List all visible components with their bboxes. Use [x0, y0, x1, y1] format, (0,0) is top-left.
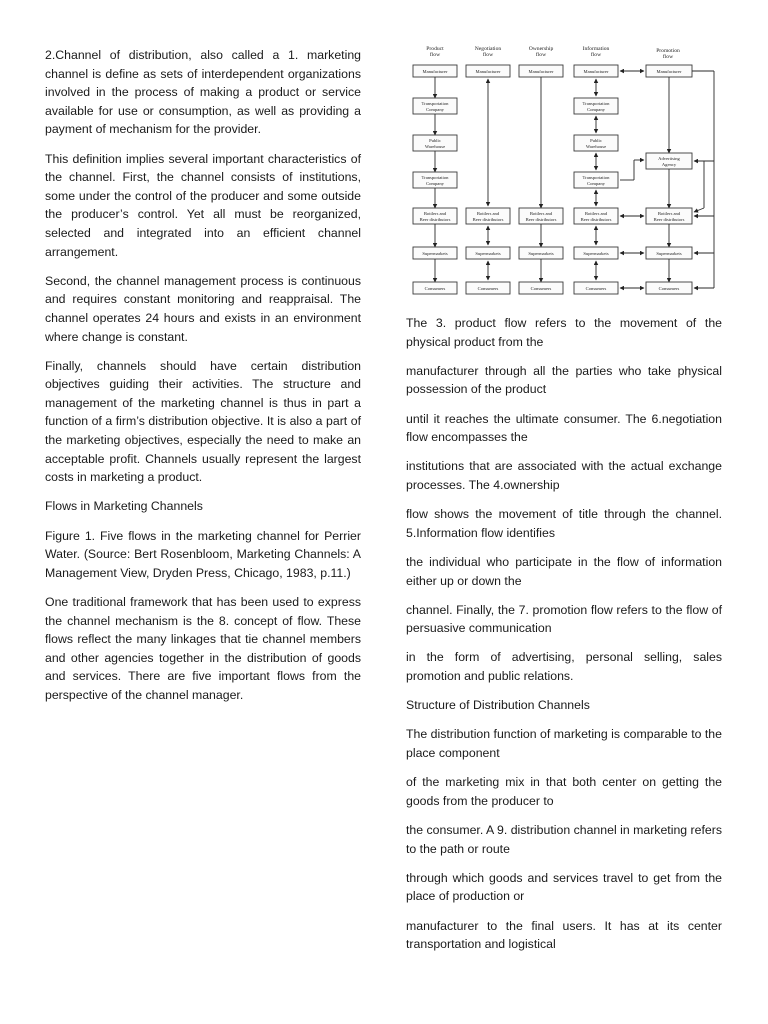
svg-text:Product: Product	[426, 46, 444, 52]
product-transport-box-2	[413, 172, 457, 188]
svg-text:Beer distributors: Beer distributors	[472, 217, 504, 222]
svg-text:flow: flow	[482, 52, 494, 58]
svg-text:Manufacturer: Manufacturer	[528, 69, 554, 74]
svg-text:Promotion: Promotion	[656, 48, 680, 54]
svg-text:Public: Public	[429, 138, 441, 143]
paragraph-objectives: Finally, channels should have certain distribution objectives guiding their activities. The structure and management of the marketing channel is thus in part a function of a firm’s distribution objective. It is also a part of the marketing objectives, especially the need to make an acceptable profit. Channels usually represent the largest costs in marketing a product.	[45, 358, 361, 485]
svg-text:Advertising: Advertising	[658, 156, 680, 161]
svg-text:Negotiation: Negotiation	[474, 46, 502, 52]
header-product-flow	[426, 46, 444, 58]
product-warehouse-box	[413, 135, 457, 151]
svg-text:Beer distributors: Beer distributors	[580, 217, 612, 222]
svg-text:Consumers: Consumers	[530, 286, 552, 291]
product-consumers-box	[413, 282, 457, 294]
negotiation-supermarkets-box	[466, 247, 510, 259]
header-negotiation-flow	[475, 46, 502, 58]
heading-structure: Structure of Distribution Channels	[406, 698, 590, 713]
svg-text:Transportation: Transportation	[421, 101, 449, 106]
svg-text:Supermarkets: Supermarkets	[528, 251, 554, 256]
product-bottlers-box	[413, 208, 457, 224]
svg-text:Bottlers and: Bottlers and	[657, 211, 681, 216]
svg-text:Transportation: Transportation	[582, 101, 610, 106]
svg-text:Beer distributors: Beer distributors	[419, 217, 451, 222]
svg-text:Consumers: Consumers	[424, 286, 446, 291]
svg-text:Supermarkets: Supermarkets	[583, 251, 609, 256]
svg-text:Agency: Agency	[661, 162, 677, 167]
svg-text:Consumers: Consumers	[658, 286, 680, 291]
information-transport-box	[574, 98, 618, 114]
paragraph-manufacturer: manufacturer through all the parties who take physical possession of the product	[406, 363, 722, 397]
paragraph-information-flow: flow shows the movement of title through the channel. 5.Information flow identifies	[406, 507, 722, 540]
svg-text:Supermarkets: Supermarkets	[475, 251, 501, 256]
product-supermarkets-box	[413, 247, 457, 259]
information-bottlers-box	[574, 208, 618, 224]
svg-text:Public: Public	[590, 138, 602, 143]
svg-text:flow: flow	[535, 52, 547, 58]
svg-text:Ownership: Ownership	[528, 46, 554, 52]
paragraph-route: through which goods and services travel to get from the place of production or	[406, 870, 722, 904]
svg-text:Supermarkets: Supermarkets	[422, 251, 448, 256]
information-consumers-box	[574, 282, 618, 294]
paragraph-negotiation-flow: until it reaches the ultimate consumer. The 6.negotiation flow encompasses the	[406, 411, 722, 445]
information-supermarkets-box	[574, 247, 618, 259]
svg-text:Beer distributors: Beer distributors	[653, 217, 685, 222]
paragraph-management-process: Second, the channel management process is continuous and requires constant monitoring and reappraisal. The channel operates 24 hours and exists in an environment where change is constant.	[45, 273, 361, 344]
negotiation-manufacturer-box	[466, 65, 510, 77]
svg-text:Warehouse: Warehouse	[585, 144, 607, 149]
svg-text:Company: Company	[587, 181, 605, 186]
svg-text:Bottlers and: Bottlers and	[584, 211, 608, 216]
paragraph-logistics: manufacturer to the final users. It has at its center transportation and logistical	[406, 918, 722, 952]
paragraph-ownership-flow: institutions that are associated with the actual exchange processes. The 4.ownership	[406, 459, 722, 492]
svg-text:Consumers: Consumers	[585, 286, 607, 291]
figure-caption: Figure 1. Five flows in the marketing channel for Perrier Water. (Source: Bert Rosenbloom, Marketing Channels: A Management View, Dryden Press, Chicago, 1983, p.11.)	[45, 528, 361, 580]
svg-text:Manufacturer: Manufacturer	[656, 69, 682, 74]
information-manufacturer-box	[574, 65, 618, 77]
promotion-bottlers-box	[646, 208, 692, 224]
negotiation-consumers-box	[466, 282, 510, 294]
ownership-consumers-box	[519, 282, 563, 294]
paragraph-promotion-detail: in the form of advertising, personal selling, sales promotion and public relations.	[406, 650, 722, 684]
svg-text:Company: Company	[587, 107, 605, 112]
svg-text:flow: flow	[662, 54, 674, 60]
right-column	[406, 314, 722, 964]
svg-text:Company: Company	[426, 107, 444, 112]
information-transport-box-2	[574, 172, 618, 188]
svg-text:Manufacturer: Manufacturer	[583, 69, 609, 74]
promotion-supermarkets-box	[646, 247, 692, 259]
heading-flows: Flows in Marketing Channels	[45, 499, 203, 514]
svg-text:Transportation: Transportation	[582, 175, 610, 180]
header-information-flow	[583, 45, 610, 58]
svg-text:Manufacturer: Manufacturer	[475, 69, 501, 74]
paragraph-promotion-flow: channel. Finally, the 7. promotion flow refers to the flow of persuasive communication	[406, 602, 722, 636]
information-warehouse-box	[574, 135, 618, 151]
svg-text:Manufacturer: Manufacturer	[422, 69, 448, 74]
svg-text:Beer distributors: Beer distributors	[525, 217, 557, 222]
paragraph-information-detail: the individual who participate in the flow of information either up or down the	[406, 554, 722, 588]
svg-text:flow: flow	[429, 52, 441, 58]
paragraph-distribution-function: The distribution function of marketing is comparable to the place component	[406, 727, 722, 761]
svg-text:flow: flow	[590, 52, 602, 58]
promotion-consumers-box	[646, 282, 692, 294]
ownership-manufacturer-box	[519, 65, 563, 77]
svg-text:Company: Company	[426, 181, 444, 186]
header-promotion-flow	[656, 48, 680, 60]
product-manufacturer-box	[413, 65, 457, 77]
svg-text:Consumers: Consumers	[477, 286, 499, 291]
product-transport-box	[413, 98, 457, 114]
paragraph-product-flow: The 3. product flow refers to the movement of the physical product from the	[406, 316, 722, 349]
paragraph-marketing-mix: of the marketing mix in that both center on getting the goods from the producer to	[406, 775, 722, 808]
svg-text:Information: Information	[582, 46, 610, 52]
svg-text:Transportation: Transportation	[421, 175, 449, 180]
paragraph-channel-definition: 2.Channel of distribution, also called a 1. marketing channel is define as sets of interdependent organizations involved in the process of making a product or service available for use or consumption, as well as providing a payment of mechanism for the provider.	[45, 48, 361, 137]
svg-text:Supermarkets: Supermarkets	[656, 251, 682, 256]
paragraph-characteristics: This definition implies several important characteristics of the channel. First, the channel consists of institutions, some under the control of the producer and some outside the producer’s control. Yet all must be reorganized, selected and integrated into an efficient channel arrangement.	[45, 151, 361, 259]
left-column	[45, 46, 361, 715]
header-ownership-flow	[529, 46, 554, 58]
svg-text:Bottlers and: Bottlers and	[476, 211, 500, 216]
svg-text:Warehouse: Warehouse	[424, 144, 446, 149]
flow-diagram	[404, 42, 724, 304]
ownership-bottlers-box	[519, 208, 563, 224]
paragraph-flow-concept: One traditional framework that has been used to express the channel mechanism is the 8. concept of flow. These flows reflect the many linkages that tie channel members and other agencies together in the distribution of goods and services. There are five important flows from the perspective of the channel manager.	[45, 595, 361, 702]
negotiation-bottlers-box	[466, 208, 510, 224]
promotion-manufacturer-box	[646, 65, 692, 77]
ownership-supermarkets-box	[519, 247, 563, 259]
svg-text:Bottlers and: Bottlers and	[423, 211, 447, 216]
promotion-advertising-box	[646, 153, 692, 169]
svg-text:Bottlers and: Bottlers and	[529, 211, 553, 216]
paragraph-distribution-channel: the consumer. A 9. distribution channel in marketing refers to the path or route	[406, 823, 722, 856]
